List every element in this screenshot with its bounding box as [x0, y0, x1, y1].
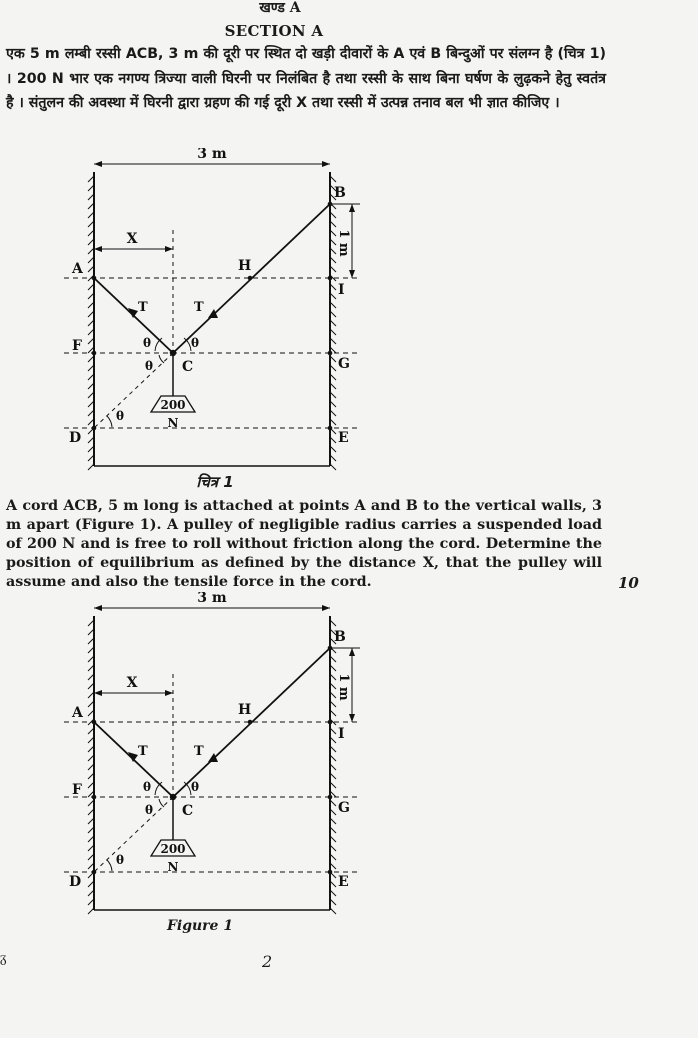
cord-extension-cd — [94, 797, 173, 872]
point-marker — [248, 720, 253, 725]
section-title: SECTION A — [224, 22, 324, 40]
theta-label: θ — [116, 853, 125, 867]
point-label-h: H — [238, 702, 252, 718]
arrowhead — [322, 605, 330, 611]
wall-hatch — [88, 908, 94, 914]
tension-label: T — [138, 300, 148, 315]
point-label-a: A — [72, 705, 83, 721]
point-marker — [248, 276, 253, 281]
wall-hatch — [330, 908, 336, 914]
tension-arrow — [208, 309, 218, 318]
hindi-section-heading: खण्ड A — [259, 0, 301, 16]
load-value: 200 — [160, 842, 186, 856]
angle-arc — [159, 355, 164, 363]
point-label-d: D — [69, 874, 82, 890]
load-unit: N — [167, 860, 179, 874]
width-label: 3 m — [197, 148, 227, 162]
theta-label: θ — [143, 336, 152, 350]
height-label: 1 m — [336, 673, 351, 701]
point-marker — [328, 646, 333, 651]
wall-hatch — [88, 464, 94, 470]
arrowhead — [94, 690, 102, 696]
theta-label: θ — [145, 803, 154, 817]
theta-label: θ — [191, 780, 200, 794]
figure-1-english — [58, 592, 378, 912]
figure-caption-english: Figure 1 — [166, 918, 234, 934]
point-label-h: H — [238, 258, 252, 274]
arrowhead — [349, 648, 355, 656]
point-label-g: G — [338, 800, 350, 816]
question-text-english: A cord ACB, 5 m long is attached at points A and B to the vertical walls, 3 m apart (Figure 1). A pulley of negligible radius carries a suspended load of 200 N and is free to roll without friction along the cord. Determine the position of equilibrium as defined by the distance X, that the pulley will assume and also the tensile force in the cord. — [6, 498, 602, 590]
point-marker — [328, 870, 333, 875]
point-label-f: F — [72, 338, 82, 354]
point-label-i: I — [338, 282, 345, 298]
point-label-d: D — [69, 430, 82, 446]
point-label-f: F — [72, 782, 82, 798]
arrowhead — [165, 246, 173, 252]
point-label-a: A — [72, 261, 83, 277]
point-label-g: G — [338, 356, 350, 372]
tension-arrow — [208, 753, 218, 762]
x-label: X — [126, 231, 138, 247]
cord-extension-cd — [94, 353, 173, 428]
theta-label: θ — [191, 336, 200, 350]
x-label: X — [126, 675, 138, 691]
point-marker — [328, 795, 333, 800]
point-marker — [92, 795, 97, 800]
question-text-hindi: एक 5 m लम्बी रस्सी ACB, 3 m की दूरी पर स्थित दो खड़ी दीवारों के A एवं B बिन्दुओं पर संलग्न है (चित्र 1) । 200 N भार एक नगण्य त्रिज्या वाली घिरनी पर निलंबित है तथा रस्सी के साथ बिना घर्षण के लुढ़कने हेतु स्वतंत्र है । संतुलन की अवस्था में घिरनी द्वारा ग्रहण की गई दूरी X तथा रस्सी में उत्पन्न तनाव बल भी ज्ञात कीजिए । — [6, 46, 606, 111]
arrowhead — [165, 690, 173, 696]
margin-mark: ᵹ — [0, 950, 7, 966]
load-unit: N — [167, 416, 179, 430]
theta-label: θ — [116, 409, 125, 423]
point-marker — [328, 720, 333, 725]
tension-arrow — [128, 752, 138, 762]
load-value: 200 — [160, 398, 186, 412]
point-marker — [328, 276, 333, 281]
point-marker — [92, 351, 97, 356]
theta-label: θ — [143, 780, 152, 794]
arrowhead — [94, 605, 102, 611]
arrowhead — [349, 204, 355, 212]
point-marker — [328, 351, 333, 356]
height-label: 1 m — [336, 229, 351, 257]
arrowhead — [322, 161, 330, 167]
cord-pulley-diagram — [58, 148, 378, 473]
angle-arc — [159, 799, 164, 807]
point-marker — [328, 426, 333, 431]
tension-label: T — [194, 300, 204, 315]
cord-pulley-diagram — [58, 592, 378, 917]
point-label-b: B — [334, 629, 346, 645]
point-marker — [328, 202, 333, 207]
point-label-e: E — [338, 874, 349, 890]
tension-label: T — [194, 744, 204, 759]
point-label-c: C — [182, 359, 194, 375]
figure-1-hindi — [58, 148, 378, 468]
angle-arc — [107, 416, 112, 427]
angle-arc — [107, 860, 112, 871]
tension-label: T — [138, 744, 148, 759]
point-marker — [92, 426, 97, 431]
arrowhead — [94, 161, 102, 167]
tension-arrow — [128, 308, 138, 318]
point-label-c: C — [182, 803, 194, 819]
point-label-b: B — [334, 185, 346, 201]
figure-caption-hindi: चित्र 1 — [196, 473, 234, 491]
arrowhead — [349, 270, 355, 278]
point-label-i: I — [338, 726, 345, 742]
point-label-e: E — [338, 430, 349, 446]
arrowhead — [94, 246, 102, 252]
question-marks: 10 — [618, 574, 639, 592]
theta-label: θ — [145, 359, 154, 373]
point-marker — [92, 870, 97, 875]
arrowhead — [349, 714, 355, 722]
width-label: 3 m — [197, 592, 227, 606]
point-marker — [92, 720, 97, 725]
wall-hatch — [330, 464, 336, 470]
page-number: 2 — [262, 952, 273, 971]
point-marker — [92, 276, 97, 281]
